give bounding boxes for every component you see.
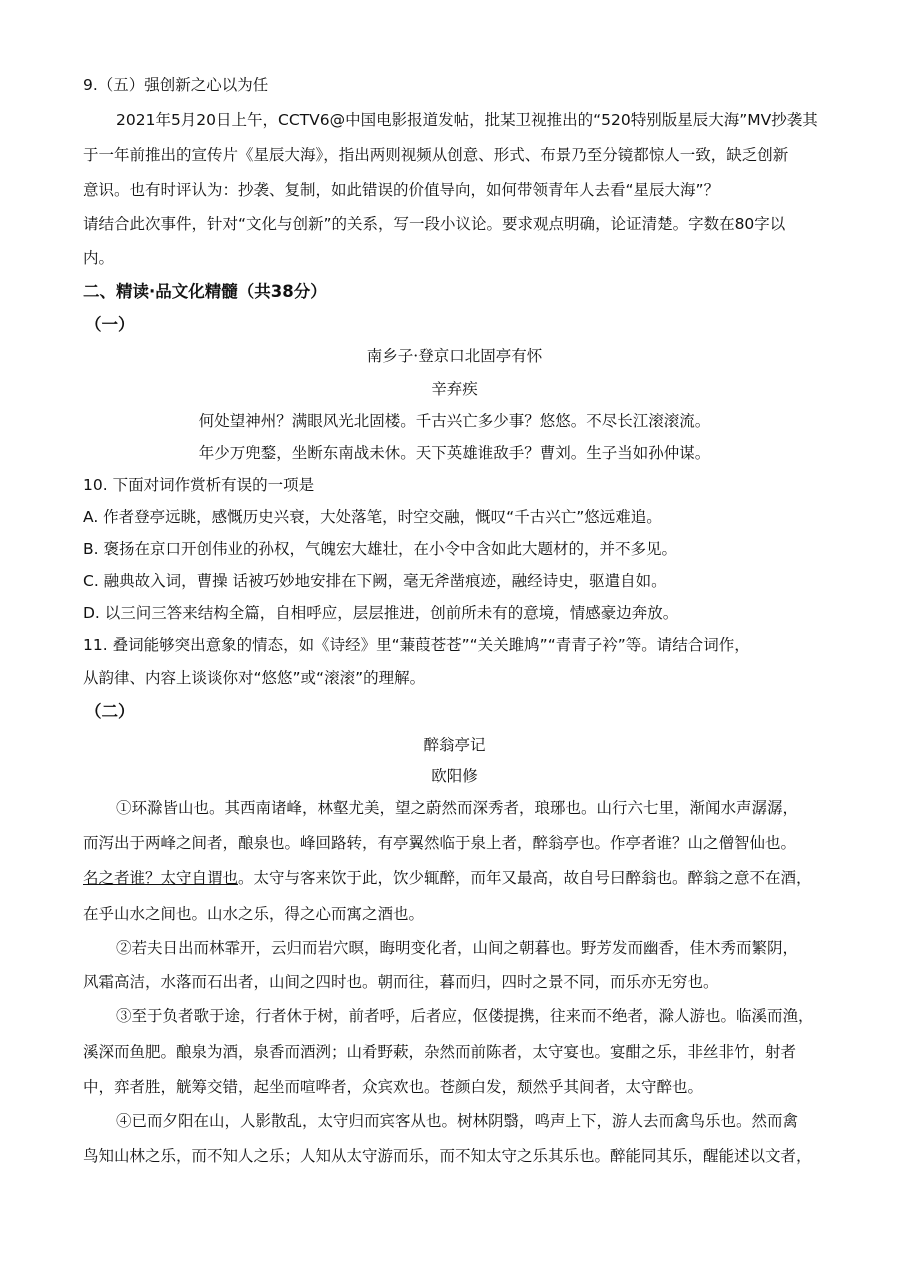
q9-para-line-4: 请结合此次事件，针对“文化与创新”的关系，写一段小议论。要求观点明确，论证清楚。字数在80字以 — [83, 215, 786, 233]
essay-author: 欧阳修 — [431, 767, 478, 785]
underlined-phrase: 名之者谁？太守自谓也 — [83, 869, 239, 887]
essay-p3-line-3: 中，弈者胜，觥筹交错，起坐而喧哗者，众宾欢也。苍颜白发，颓然乎其间者，太守醉也。 — [83, 1078, 704, 1096]
q9-title: 9.（五）强创新之心以为任 — [83, 76, 269, 94]
essay-p1-line-4: 在乎山水之间也。山水之乐，得之心而寓之酒也。 — [83, 905, 425, 923]
essay-p3-line-2: 溪深而鱼肥。酿泉为酒，泉香而酒洌；山肴野蔌，杂然而前陈者，太守宴也。宴酣之乐，非丝非竹，射者 — [83, 1043, 797, 1061]
q10-option-c: C. 融典故入词，曹操 话被巧妙地安排在下阙，毫无斧凿痕迹，融经诗史，驱遣自如。 — [83, 572, 667, 590]
q9-para-line-5: 内。 — [83, 249, 115, 267]
essay-p3-line-1: ③至于负者歌于途，行者休于树，前者呼，后者应，伛偻提携，往来而不绝者，滁人游也。临溪而渔， — [116, 1007, 814, 1025]
part1-label: （一） — [85, 315, 135, 334]
q9-para-line-2: 于一年前推出的宣传片《星辰大海》，指出两则视频从创意、形式、布景乃至分镜都惊人一致，缺乏创新 — [83, 146, 789, 164]
q10-stem: 10. 下面对词作赏析有误的一项是 — [83, 476, 315, 494]
poem-line-2: 年少万兜鍪，坐断东南战未休。天下英雄谁敌手？曹刘。生子当如孙仲谋。 — [198, 444, 711, 462]
q10-option-a: A. 作者登亭远眺，感慨历史兴衰，大处落笔，时空交融，慨叹“千古兴亡”悠远难追。 — [83, 508, 662, 526]
part2-label: （二） — [85, 702, 135, 721]
essay-p2-line-2: 风霜高洁，水落而石出者，山间之四时也。朝而往，暮而归，四时之景不同，而乐亦无穷也。 — [83, 973, 719, 991]
q9-para-line-3: 意识。也有时评认为：抄袭、复制，如此错误的价值导向，如何带领青年人去看“星辰大海”？ — [83, 181, 720, 199]
essay-p1-line-3 — [83, 867, 812, 889]
q11-line-1: 11. 叠词能够突出意象的情态，如《诗经》里“蒹葭苍苍”“关关雎鸠”“青青子衿”等。请结合词作， — [83, 636, 750, 654]
essay-title: 醉翁亭记 — [423, 736, 486, 754]
essay-p2-line-1: ②若夫日出而林霏开，云归而岩穴暝，晦明变化者，山间之朝暮也。野芳发而幽香，佳木秀而繁阴， — [116, 939, 799, 957]
poem-title: 南乡子·登京口北固亭有怀 — [366, 347, 543, 365]
section-title: 二、精读·品文化精髓（共38分） — [83, 282, 327, 301]
essay-p1-line-3-rest: 。太守与客来饮于此，饮少辄醉，而年又最高，故自号曰醉翁也。醉翁之意不在酒， — [238, 869, 812, 887]
essay-p1-line-2: 而泻出于两峰之间者，酿泉也。峰回路转，有亭翼然临于泉上者，醉翁亭也。作亭者谁？山之僧智仙也。 — [83, 834, 797, 852]
poem-author: 辛弃疾 — [431, 380, 478, 398]
essay-p4-line-2: 鸟知山林之乐，而不知人之乐；人知从太守游而乐，而不知太守之乐其乐也。醉能同其乐，醒能述以文者， — [83, 1147, 812, 1165]
essay-p4-line-1: ④已而夕阳在山，人影散乱，太守归而宾客从也。树林阴翳，鸣声上下，游人去而禽鸟乐也。然而禽 — [116, 1112, 799, 1130]
q11-line-2: 从韵律、内容上谈谈你对“悠悠”或“滚滚”的理解。 — [83, 669, 426, 687]
essay-p1-line-1: ①环滁皆山也。其西南诸峰，林壑尤美，望之蔚然而深秀者，琅琊也。山行六七里，渐闻水声潺潺， — [116, 799, 799, 817]
q10-option-b: B. 褒扬在京口开创伟业的孙权，气魄宏大雄壮，在小令中含如此大题材的，并不多见。 — [83, 540, 677, 558]
q9-para-line-1: 2021年5月20日上午，CCTV6@中国电影报道发帖，批某卫视推出的“520特别版星辰大海”MV抄袭其 — [116, 111, 818, 129]
q10-option-d: D. 以三问三答来结构全篇，自相呼应，层层推进，创前所未有的意境，情感豪边奔放。 — [83, 604, 679, 622]
poem-line-1: 何处望神州？满眼风光北固楼。千古兴亡多少事？悠悠。不尽长江滚滚流。 — [198, 412, 711, 430]
